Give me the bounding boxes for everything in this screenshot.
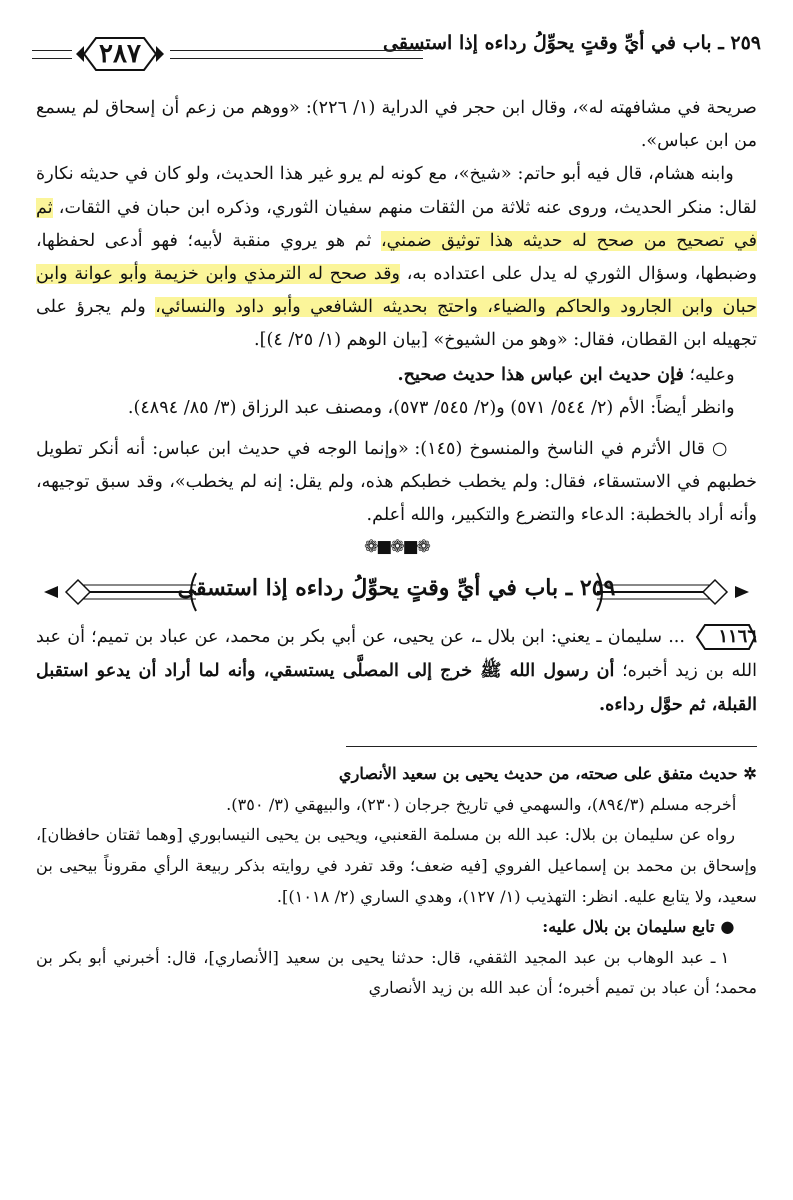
header-rule [32, 50, 72, 59]
paragraph: وعليه؛ فإن حديث ابن عباس هذا حديث صحيح. [397, 363, 735, 385]
hadith-text: ١١٦٦... سليمان ـ يعني: ابن بلال ـ، عن يحيى، عن أبي بكر بن محمد، عن عباد بن تميم؛ أن عبد الله بن زيد أخبره؛ أن رسول الله ﷺ خرج إلى المصلَّى يستسقي، وأنه لما أراد أن يدعو استقبل القبلة، ثم حوَّل رداءه. [36, 621, 757, 723]
highlight: وقد صحح له الترمذي وابن خزيمة وأبو عوانة وابن حبان وابن الجارود والحاكم والضياء، واحتج بحديثه الشافعي وأبو داود والنسائي، [36, 264, 757, 318]
footnote-marker-icon: ✲ [743, 764, 757, 784]
paragraph: وابنه هشام، قال فيه أبو حاتم: «شيخ»، مع كونه لم يرو غير هذا الحديث، ولو كان في حديثه نكارة لقال: منكر الحديث، وروى عنه ثلاثة من الثقات منهم سفيان الثوري، وذكره ابن حبان في الثقات، ثم في تصحيح من صحح له حديثه هذا توثيق ضمني، ثم هو يروي منقبة لأبيه؛ فهو أدعى لحفظها، وضبطها، وسؤال الثوري له يدل على اعتداده به، وقد صحح له الترمذي وابن خزيمة وأبو عوانة وابن حبان وابن الجارود والحاكم والضياء، واحتج بحديثه الشافعي وأبو داود والنسائي، ولم يجرؤ على تجهيله ابن القطان، فقال: «وهو من الشيوخ» [بيان الوهم (١/ ٢٥/ ٤)]. [36, 164, 758, 351]
footnote-text: ١ ـ عبد الوهاب بن عبد المجيد الثقفي، قال: حدثنا يحيى بن سعيد [الأنصاري]، قال: أخبرني أبو بكر بن محمد؛ أن عباد بن تميم أخبره؛ أن عبد الله بن زيد الأنصاري [36, 947, 757, 998]
hadith-number-badge [691, 623, 757, 651]
bullet-icon: ● [720, 917, 735, 937]
footnote-text: أخرجه مسلم (٨٩٤/٣)، والسهمي في تاريخ جرجان (٢٣٠)، والبيهقي (٣/ ٣٥٠). [226, 794, 737, 814]
paragraph: وانظر أيضاً: الأم (٢/ ٥٤٤/ ٥٧١) و(٢/ ٥٤٥/ ٥٧٣)، ومصنف عبد الرزاق (٣/ ٨٥/ ٤٨٩٤). [127, 397, 735, 418]
hadith-number: ١١٦٦ [718, 625, 757, 647]
main-text [36, 92, 757, 1004]
footnote-subheading: ● تابع سليمان بن بلال عليه: [542, 917, 735, 937]
footnote-heading: ✲ حديث متفق على صحته، من حديث يحيى بن سعيد الأنصاري [338, 764, 757, 784]
footnotes [36, 759, 757, 1004]
footnote-separator [346, 746, 757, 747]
page-number: ٢٨٧ [99, 39, 141, 69]
header-rule [170, 50, 423, 59]
running-header [32, 22, 761, 78]
paragraph: صريحة في مشافهته له»، وقال ابن حجر في الدراية (١/ ٢٢٦): «ووهم من زعم أن إسحاق لم يسمع من ابن عباس». [36, 98, 757, 152]
ornament-divider: ❁■❁■❁ [364, 536, 429, 557]
header-title: ٢٥٩ ـ باب في أيِّ وقتٍ يحوِّلُ رداءه إذا استسقى [383, 32, 761, 54]
highlight: ثم في تصحيح من صحح له حديثه هذا توثيق ضمني، [36, 197, 758, 251]
chapter-heading [36, 567, 757, 617]
chapter-title: ٢٥٩ ـ باب في أيِّ وقتٍ يحوِّلُ رداءه إذا استسقى [177, 574, 616, 601]
hadith-matn: أن رسول الله ﷺ خرج إلى المصلَّى يستسقي، وأنه لما أراد أن يدعو استقبل القبلة، ثم حوَّل رداءه. [36, 659, 757, 716]
footnote-text: رواه عن سليمان بن بلال: عبد الله بن مسلمة القعنبي، ويحيى بن يحيى النيسابوري [وهما ثقتان حافظان]، وإسحاق بن محمد بن إسماعيل الفروي [فيه ضعف؛ وقد تفرد في روايته بذكر ربيعة الرأي مقروناً بيحيى بن سعيد، ولا يتابع عليه. انظر: التهذيب (١/ ١٢٧)، وهدي الساري (٢/ ١٠١٨)]. [36, 825, 757, 906]
paragraph: ○ قال الأثرم في الناسخ والمنسوخ (١٤٥): «وإنما الوجه في حديث ابن عباس: أنه أنكر تطويل خطبهم في الاستسقاء، فقال: ولم يخطب خطبكم هذه، ولم يقل: إنه لم يخطب»، وقد سبق توجيهه، وأنه أراد بالخطبة: الدعاء والتضرع والتكبير، والله أعلم. [36, 439, 757, 526]
conclusion-text: فإن حديث ابن عباس هذا حديث صحيح. [397, 363, 684, 385]
page-number-badge [74, 34, 166, 74]
